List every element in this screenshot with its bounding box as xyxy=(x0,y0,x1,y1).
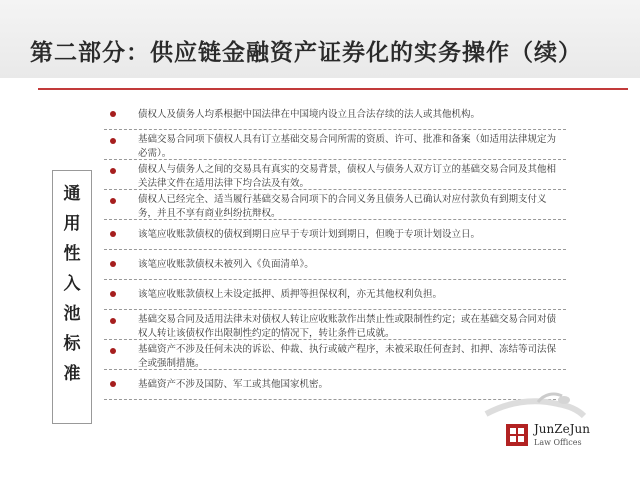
criteria-item xyxy=(104,280,566,310)
sidebar-char: 用 xyxy=(63,214,81,234)
title-bar xyxy=(0,0,640,78)
sidebar-category-label xyxy=(53,179,91,389)
criteria-item xyxy=(104,100,566,130)
criteria-item-text: 该笔应收账款债权未被列入《负面清单》。 xyxy=(138,259,314,270)
criteria-item-text: 基础资产不涉及国防、军工或其他国家机密。 xyxy=(138,379,329,390)
criteria-item-text: 基础交易合同及适用法律未对债权人转让应收账款作出禁止性或限制性约定；或在基础交易合同对债权人转让该债权作出限制性约定的情况下，转让条件已成就。 xyxy=(138,314,557,339)
bird-decoration xyxy=(478,388,588,420)
criteria-item xyxy=(104,340,566,370)
criteria-item-text: 债权人与债务人之间的交易具有真实的交易背景，债权人与债务人双方订立的基础交易合同及其他相关法律文件在适用法律下均合法及有效。 xyxy=(138,164,557,189)
bullet-icon xyxy=(110,111,116,117)
bullet-icon xyxy=(110,168,116,174)
criteria-item-text: 基础交易合同项下债权人具有订立基础交易合同所需的资质、许可、批准和备案（如适用法律规定为必需）。 xyxy=(138,134,557,159)
criteria-item-text: 该笔应收账款债权上未设定抵押、质押等担保权利，亦无其他权利负担。 xyxy=(138,289,443,300)
firm-logo xyxy=(506,420,606,460)
criteria-item xyxy=(104,220,566,250)
bullet-icon xyxy=(110,318,116,324)
criteria-item xyxy=(104,160,566,190)
bullet-icon xyxy=(110,138,116,144)
criteria-item-text: 债权人及债务人均系根据中国法律在中国境内设立且合法存续的法人或其他机构。 xyxy=(138,109,481,120)
criteria-item-text: 该笔应收账款债权的债权到期日应早于专项计划到期日，但晚于专项计划设立日。 xyxy=(138,229,481,240)
criteria-item-text: 债权人已经完全、适当履行基础交易合同项下的合同义务且债务人已确认对应付款负有到期支付义务，并且不享有商业纠纷抗辩权。 xyxy=(138,194,547,219)
sidebar-char: 标 xyxy=(63,334,81,354)
criteria-item xyxy=(104,250,566,280)
bullet-icon xyxy=(110,198,116,204)
criteria-item-text: 基础资产不涉及任何未决的诉讼、仲裁、执行或破产程序，未被采取任何查封、扣押、冻结等司法保全或强制措施。 xyxy=(138,344,557,369)
bullet-icon xyxy=(110,231,116,237)
bullet-icon xyxy=(110,291,116,297)
sidebar-char: 通 xyxy=(63,184,81,204)
criteria-item xyxy=(104,130,566,160)
sidebar-char: 准 xyxy=(63,364,81,384)
sidebar-char: 池 xyxy=(63,304,81,324)
page-title: 第二部分：供应链金融资产证券化的实务操作（续） xyxy=(30,40,582,66)
logo-name: JunZeJun xyxy=(534,422,590,436)
sidebar-char: 性 xyxy=(63,244,81,264)
title-divider xyxy=(38,88,628,90)
logo-subtitle: Law Offices xyxy=(534,438,582,447)
bullet-icon xyxy=(110,261,116,267)
criteria-list xyxy=(104,100,566,400)
criteria-item xyxy=(104,310,566,340)
logo-mark-icon xyxy=(506,424,528,446)
criteria-item xyxy=(104,190,566,220)
sidebar-category-box xyxy=(52,170,92,424)
bullet-icon xyxy=(110,381,116,387)
sidebar-char: 入 xyxy=(63,274,81,294)
bullet-icon xyxy=(110,348,116,354)
